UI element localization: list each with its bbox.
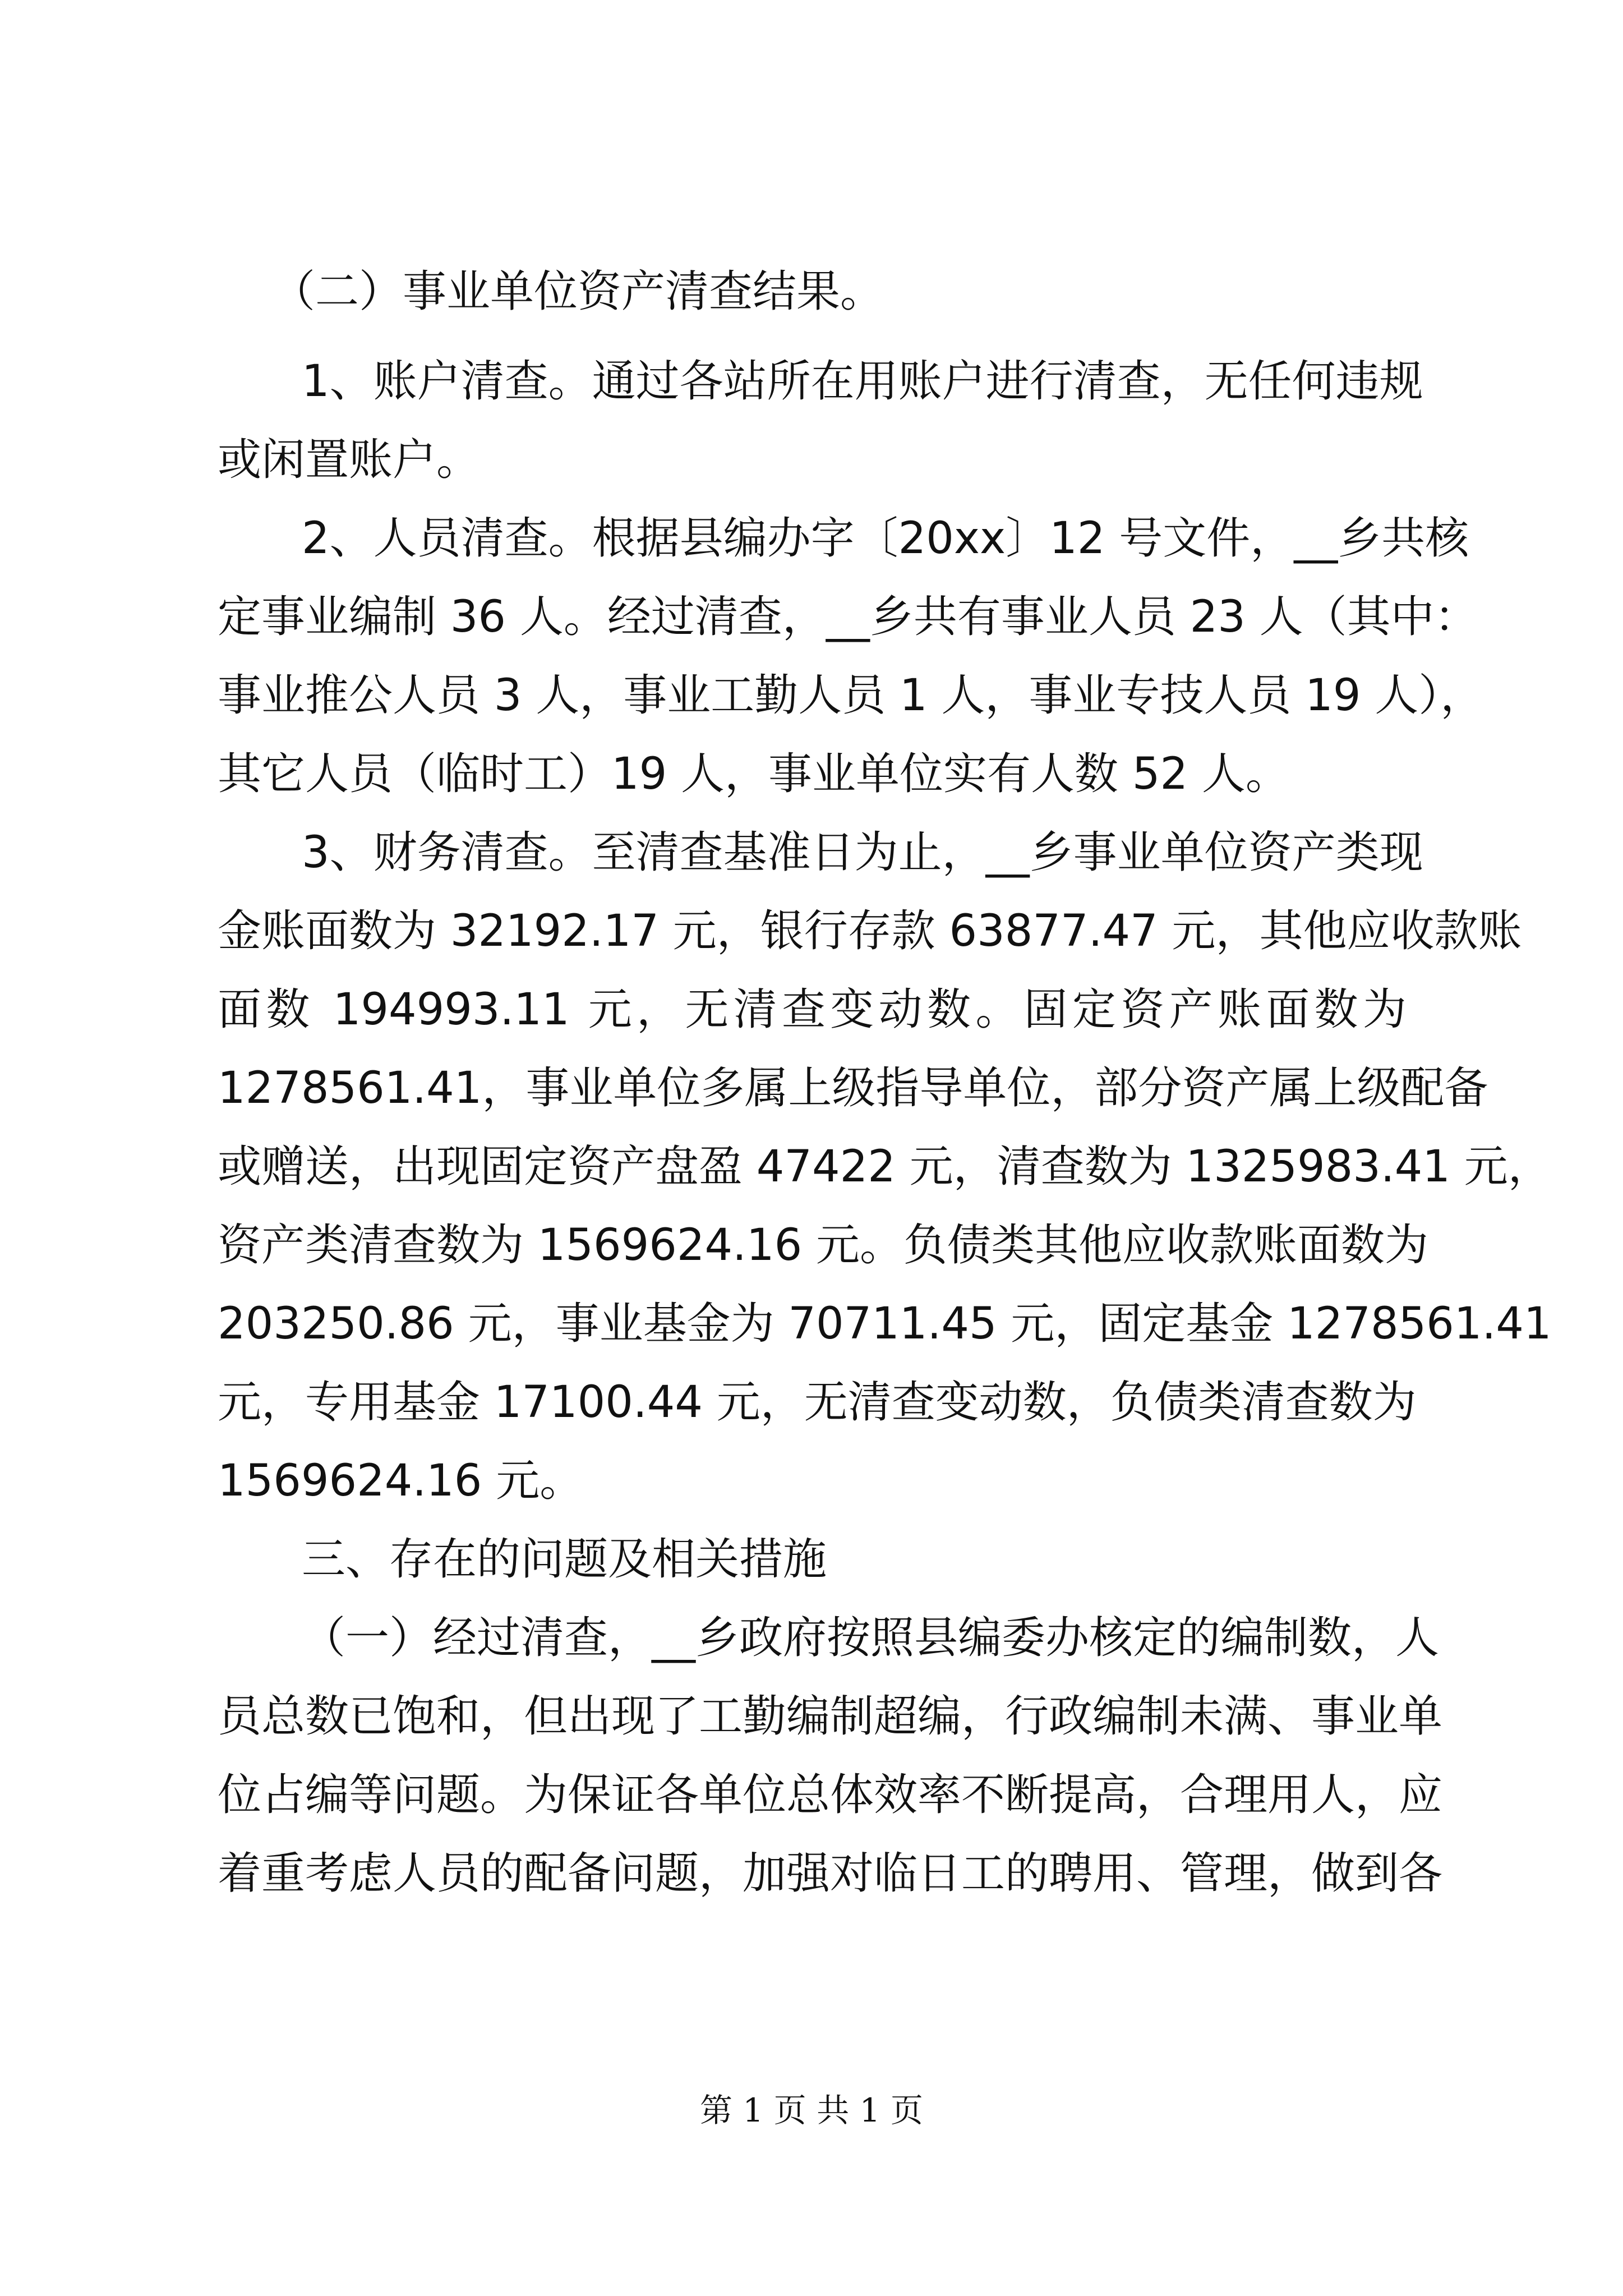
paragraph-line: 3、财务清查。至清查基准日为止，__乡事业单位资产类现	[302, 827, 1423, 878]
section-heading-2: （二）事业单位资产清查结果。	[271, 266, 884, 317]
paragraph-line: 定事业编制 36 人。经过清查，__乡共有事业人员 23 人（其中：	[218, 592, 1478, 642]
paragraph-line: 着重考虑人员的配备问题，加强对临日工的聘用、管理，做到各	[218, 1848, 1443, 1899]
paragraph-line: 位占编等问题。为保证各单位总体效率不断提高，合理用人，应	[218, 1770, 1443, 1820]
paragraph-line: 其它人员（临时工）19 人，事业单位实有人数 52 人。	[218, 749, 1289, 799]
paragraph-line: 1569624.16 元。	[218, 1456, 584, 1506]
paragraph-line: 1、账户清查。通过各站所在用账户进行清查，无任何违规	[302, 356, 1423, 407]
paragraph-line: 或闲置账户。	[218, 435, 481, 485]
paragraph-line: 资产类清查数为 1569624.16 元。负债类其他应收款账面数为	[218, 1220, 1429, 1271]
section-heading-3: 三、存在的问题及相关措施	[302, 1534, 827, 1585]
paragraph-line: 金账面数为 32192.17 元，银行存款 63877.47 元，其他应收款账	[218, 906, 1522, 956]
paragraph-line: 事业推公人员 3 人，事业工勤人员 1 人，事业专技人员 19 人），	[218, 670, 1484, 721]
paragraph-line: 2、人员清查。根据县编办字〔20xx〕12 号文件，__乡共核	[302, 513, 1469, 564]
page-number-footer: 第 1 页 共 1 页	[700, 2091, 923, 2129]
paragraph-line: 元，专用基金 17100.44 元，无清查变动数，负债类清查数为	[218, 1377, 1417, 1428]
paragraph-line: 203250.86 元，事业基金为 70711.45 元，固定基金 1278561.41	[218, 1299, 1552, 1349]
paragraph-line: 员总数已饱和，但出现了工勤编制超编，行政编制未满、事业单	[218, 1691, 1443, 1742]
paragraph-line: 面数 194993.11 元，无清查变动数。固定资产账面数为	[218, 984, 1407, 1035]
paragraph-line: 或赠送，出现固定资产盘盈 47422 元，清查数为 1325983.41 元，	[218, 1142, 1552, 1192]
paragraph-line: 1278561.41，事业单位多属上级指导单位，部分资产属上级配备	[218, 1063, 1488, 1114]
paragraph-line: （一）经过清查，__乡政府按照县编委办核定的编制数，人	[302, 1613, 1440, 1663]
